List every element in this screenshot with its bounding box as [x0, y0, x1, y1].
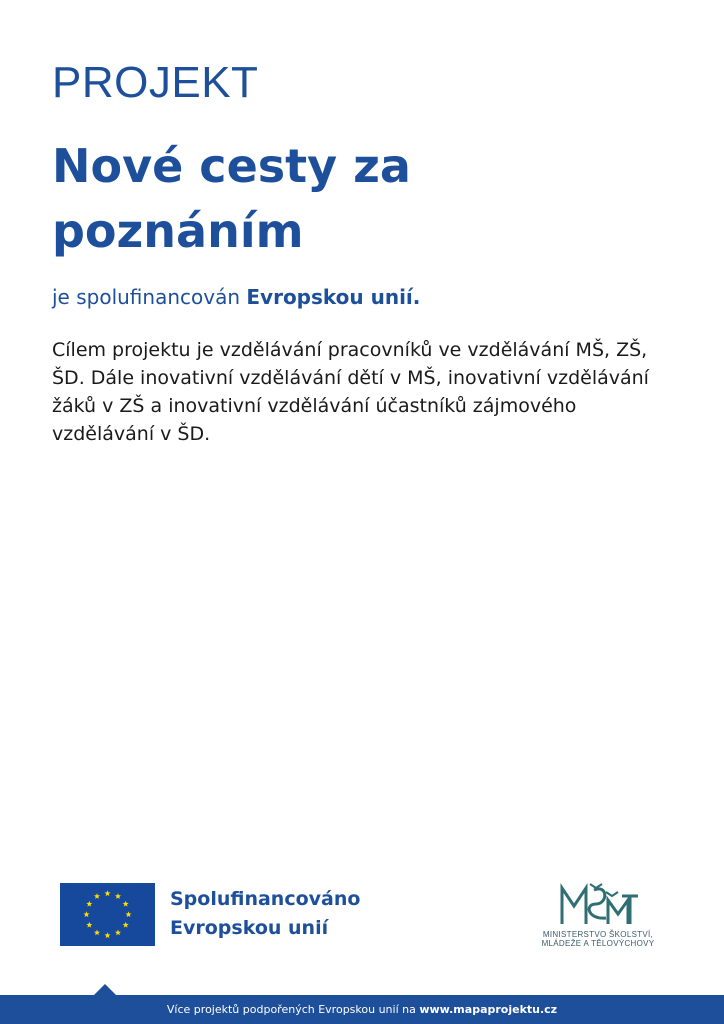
eu-cofinanced-text — [170, 885, 360, 943]
footer-bar — [0, 995, 724, 1024]
eu-stars-icon — [60, 883, 155, 946]
eu-flag-logo — [60, 883, 155, 946]
eu-star — [115, 893, 121, 899]
project-title-line-1: Nové cesty za — [52, 139, 411, 193]
project-title — [52, 134, 572, 264]
msmt-monogram-icon — [528, 880, 668, 926]
eu-star — [86, 922, 92, 928]
eu-star — [83, 911, 89, 917]
eu-text-line-2: Evropskou unií — [170, 917, 329, 939]
eu-text-line-1: Spolufinancováno — [170, 888, 361, 910]
eu-star — [125, 911, 131, 917]
eu-star — [104, 932, 110, 938]
project-label: PROJEKT — [52, 58, 259, 107]
cofinancing-statement — [52, 285, 420, 309]
footer-link[interactable]: www.mapaprojektu.cz — [419, 1003, 558, 1016]
eu-star — [123, 922, 129, 928]
ministry-logo — [528, 880, 668, 950]
project-title-line-2: poznáním — [52, 204, 304, 258]
footer-text: Více projektů podpořených Evropskou unií na — [166, 1003, 420, 1016]
eu-star — [94, 929, 100, 935]
cofinancing-prefix: je spolufinancován — [52, 285, 241, 309]
eu-star — [115, 929, 121, 935]
ministry-name-line-2: MLÁDEŽE A TĚLOVÝCHOVY — [541, 939, 655, 948]
eu-star — [86, 901, 92, 907]
project-description: Cílem projektu je vzdělávání pracovníků ve vzdělávání MŠ, ZŠ, ŠD. Dále inovativní vzdělávání dětí v MŠ, inovativní vzdělávání žáků v ZŠ a inovativní vzdělávání účastníků zájmového vzdělávání v ŠD. — [52, 339, 649, 445]
cofinancing-eu: Evropskou unií. — [246, 285, 421, 309]
eu-star — [104, 890, 110, 896]
eu-star — [123, 901, 129, 907]
footer-notch — [94, 984, 116, 995]
eu-star — [94, 893, 100, 899]
ministry-name-line-1: MINISTERSTVO ŠKOLSTVÍ, — [542, 930, 654, 939]
